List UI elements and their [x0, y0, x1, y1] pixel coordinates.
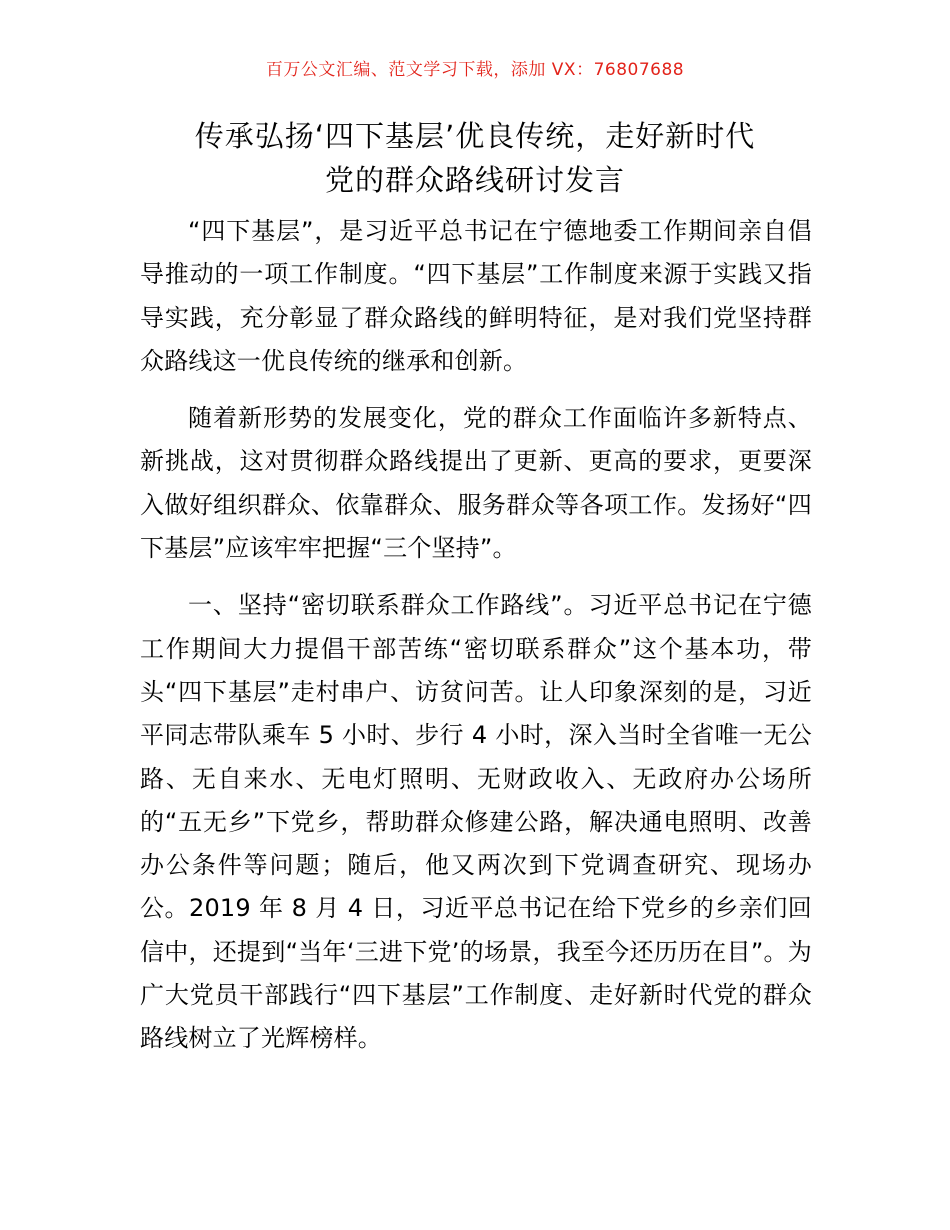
paragraph: 随着新形势的发展变化，党的群众工作面临许多新特点、新挑战，这对贯彻群众路线提出了更新、更高的要求，更要深入做好组织群众、依靠群众、服务群众等各项工作。发扬好“四下基层”应该牢牢把握“三个坚持”。	[140, 404, 812, 563]
document-title-line-2: 党的群众路线研讨发言	[324, 163, 625, 197]
document-body	[140, 210, 812, 1075]
paragraph: “四下基层”，是习近平总书记在宁德地委工作期间亲自倡导推动的一项工作制度。“四下基层”工作制度来源于实践又指导实践，充分彰显了群众路线的鲜明特征，是对我们党坚持群众路线这一优良传统的继承和创新。	[140, 217, 812, 375]
header-watermark-note: 百万公文汇编、范文学习下载，添加 VX：76807688	[265, 60, 685, 80]
document-title	[130, 114, 820, 202]
paragraph: 一、坚持“密切联系群众工作路线”。习近平总书记在宁德工作期间大力提倡干部苦练“密切联系群众”这个基本功，带头“四下基层”走村串户、访贫问苦。让人印象深刻的是，习近平同志带队乘车 5 小时、步行 4 小时，深入当时全省唯一无公路、无自来水、无电灯照明、无财政收入、无政府办公场所的“五无乡”下党乡，帮助群众修建公路，解决通电照明、改善办公条件等问题；随后，他又两次到下党调查研究、现场办公。2019 年 8 月 4 日，习近平总书记在给下党乡的乡亲们回信中，还提到“当年‘三进下党’的场景，我至今还历历在目”。为广大党员干部践行“四下基层”工作制度、走好新时代党的群众路线树立了光辉榜样。	[140, 591, 812, 1053]
document-title-line-1: 传承弘扬‘四下基层’优良传统，走好新时代	[194, 119, 756, 153]
